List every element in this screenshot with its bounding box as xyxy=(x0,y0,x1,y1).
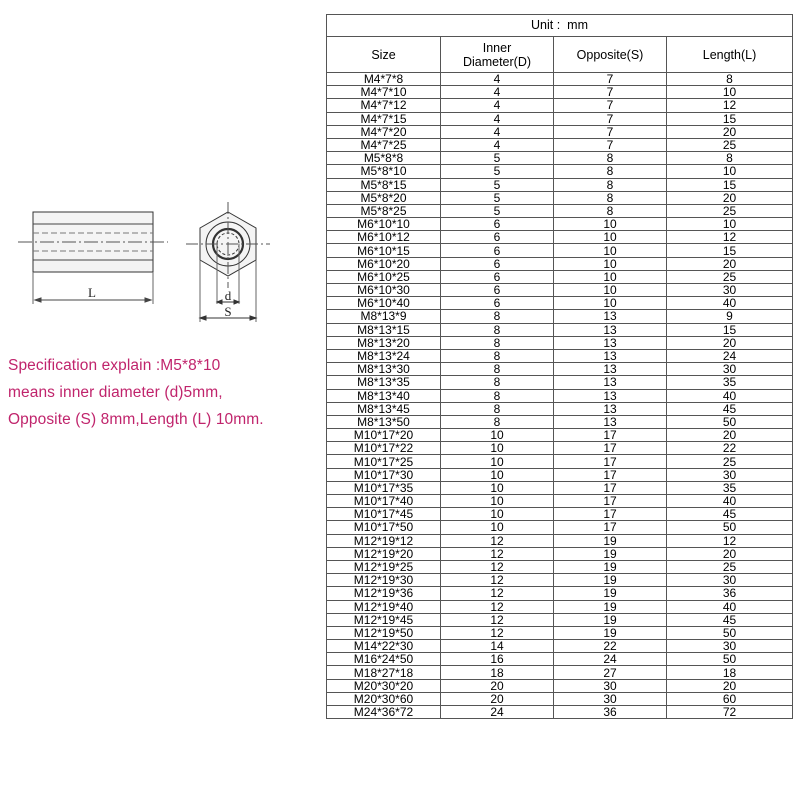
inner-diameter-cell: 8 xyxy=(441,389,554,402)
opposite-cell: 10 xyxy=(554,244,667,257)
opposite-cell: 8 xyxy=(554,178,667,191)
header-length: Length(L) xyxy=(667,37,793,73)
length-cell: 50 xyxy=(667,653,793,666)
inner-diameter-cell: 12 xyxy=(441,574,554,587)
table-row xyxy=(327,99,793,112)
opposite-cell: 13 xyxy=(554,349,667,362)
inner-diameter-cell: 4 xyxy=(441,86,554,99)
header-inner-diameter-text: Inner Diameter(D) xyxy=(462,40,532,69)
table-row xyxy=(327,73,793,86)
inner-diameter-cell: 6 xyxy=(441,297,554,310)
table-row xyxy=(327,402,793,415)
inner-diameter-cell: 12 xyxy=(441,587,554,600)
size-cell: M10*17*50 xyxy=(327,521,441,534)
hex-coupling-nut-drawing xyxy=(0,200,330,330)
table-row xyxy=(327,468,793,481)
inner-diameter-cell: 6 xyxy=(441,244,554,257)
table-row xyxy=(327,165,793,178)
table-row xyxy=(327,191,793,204)
size-cell: M12*19*50 xyxy=(327,626,441,639)
length-cell: 25 xyxy=(667,455,793,468)
size-cell: M12*19*36 xyxy=(327,587,441,600)
table-row xyxy=(327,138,793,151)
inner-diameter-cell: 18 xyxy=(441,666,554,679)
table-row xyxy=(327,270,793,283)
table-row xyxy=(327,560,793,573)
header-inner-diameter xyxy=(441,37,554,73)
opposite-cell: 13 xyxy=(554,389,667,402)
table-row xyxy=(327,415,793,428)
table-row xyxy=(327,692,793,705)
table-row xyxy=(327,218,793,231)
length-cell: 12 xyxy=(667,534,793,547)
size-cell: M8*13*50 xyxy=(327,415,441,428)
size-cell: M10*17*20 xyxy=(327,429,441,442)
inner-diameter-cell: 10 xyxy=(441,468,554,481)
opposite-cell: 19 xyxy=(554,613,667,626)
table-row xyxy=(327,679,793,692)
length-cell: 40 xyxy=(667,297,793,310)
size-cell: M6*10*20 xyxy=(327,257,441,270)
size-cell: M12*19*40 xyxy=(327,600,441,613)
size-cell: M6*10*30 xyxy=(327,284,441,297)
length-cell: 25 xyxy=(667,270,793,283)
table-row xyxy=(327,574,793,587)
inner-diameter-cell: 12 xyxy=(441,560,554,573)
size-cell: M8*13*45 xyxy=(327,402,441,415)
opposite-cell: 17 xyxy=(554,521,667,534)
opposite-cell: 13 xyxy=(554,402,667,415)
table-row xyxy=(327,376,793,389)
length-cell: 10 xyxy=(667,165,793,178)
table-row xyxy=(327,310,793,323)
inner-diameter-cell: 8 xyxy=(441,402,554,415)
opposite-cell: 27 xyxy=(554,666,667,679)
header-size: Size xyxy=(327,37,441,73)
size-cell: M6*10*15 xyxy=(327,244,441,257)
table-row xyxy=(327,112,793,125)
opposite-cell: 7 xyxy=(554,138,667,151)
size-cell: M5*8*20 xyxy=(327,191,441,204)
opposite-dimension-label: S xyxy=(224,304,232,319)
opposite-cell: 17 xyxy=(554,442,667,455)
length-cell: 22 xyxy=(667,442,793,455)
inner-diameter-cell: 10 xyxy=(441,481,554,494)
length-cell: 25 xyxy=(667,138,793,151)
length-cell: 20 xyxy=(667,191,793,204)
opposite-cell: 19 xyxy=(554,547,667,560)
inner-diameter-cell: 4 xyxy=(441,125,554,138)
length-cell: 20 xyxy=(667,257,793,270)
length-cell: 36 xyxy=(667,587,793,600)
length-cell: 12 xyxy=(667,99,793,112)
opposite-cell: 10 xyxy=(554,270,667,283)
inner-diameter-cell: 8 xyxy=(441,323,554,336)
opposite-cell: 19 xyxy=(554,626,667,639)
length-cell: 45 xyxy=(667,508,793,521)
length-cell: 20 xyxy=(667,336,793,349)
size-cell: M6*10*40 xyxy=(327,297,441,310)
inner-diameter-cell: 6 xyxy=(441,218,554,231)
length-cell: 50 xyxy=(667,415,793,428)
size-cell: M5*8*25 xyxy=(327,204,441,217)
size-cell: M10*17*22 xyxy=(327,442,441,455)
length-cell: 15 xyxy=(667,323,793,336)
length-cell: 20 xyxy=(667,429,793,442)
opposite-cell: 8 xyxy=(554,191,667,204)
size-cell: M16*24*50 xyxy=(327,653,441,666)
opposite-cell: 17 xyxy=(554,468,667,481)
length-cell: 15 xyxy=(667,112,793,125)
size-cell: M8*13*15 xyxy=(327,323,441,336)
size-cell: M5*8*8 xyxy=(327,152,441,165)
size-cell: M4*7*10 xyxy=(327,86,441,99)
length-cell: 72 xyxy=(667,706,793,719)
inner-diameter-cell: 8 xyxy=(441,336,554,349)
table-row xyxy=(327,521,793,534)
opposite-cell: 30 xyxy=(554,679,667,692)
opposite-cell: 19 xyxy=(554,560,667,573)
table-row xyxy=(327,336,793,349)
table-row xyxy=(327,547,793,560)
opposite-cell: 17 xyxy=(554,429,667,442)
size-cell: M6*10*10 xyxy=(327,218,441,231)
inner-diameter-cell: 12 xyxy=(441,600,554,613)
size-cell: M4*7*15 xyxy=(327,112,441,125)
inner-diameter-cell: 4 xyxy=(441,112,554,125)
size-cell: M4*7*20 xyxy=(327,125,441,138)
size-cell: M18*27*18 xyxy=(327,666,441,679)
table-row xyxy=(327,363,793,376)
inner-diameter-cell: 5 xyxy=(441,165,554,178)
length-cell: 12 xyxy=(667,231,793,244)
length-cell: 35 xyxy=(667,481,793,494)
inner-diameter-cell: 12 xyxy=(441,547,554,560)
inner-diameter-cell: 12 xyxy=(441,613,554,626)
inner-diameter-cell: 6 xyxy=(441,284,554,297)
inner-diameter-cell: 8 xyxy=(441,415,554,428)
inner-diameter-cell: 16 xyxy=(441,653,554,666)
inner-diameter-cell: 10 xyxy=(441,495,554,508)
length-cell: 25 xyxy=(667,204,793,217)
table-row xyxy=(327,613,793,626)
size-cell: M10*17*30 xyxy=(327,468,441,481)
table-row xyxy=(327,481,793,494)
opposite-cell: 17 xyxy=(554,508,667,521)
length-cell: 20 xyxy=(667,547,793,560)
size-cell: M20*30*60 xyxy=(327,692,441,705)
explanation-line-1: Specification explain :M5*8*10 xyxy=(8,357,221,374)
size-cell: M8*13*24 xyxy=(327,349,441,362)
opposite-cell: 13 xyxy=(554,336,667,349)
size-cell: M4*7*12 xyxy=(327,99,441,112)
size-cell: M4*7*25 xyxy=(327,138,441,151)
length-cell: 40 xyxy=(667,600,793,613)
inner-diameter-cell: 6 xyxy=(441,270,554,283)
inner-diameter-cell: 8 xyxy=(441,363,554,376)
opposite-cell: 24 xyxy=(554,653,667,666)
inner-diameter-cell: 10 xyxy=(441,455,554,468)
size-cell: M10*17*40 xyxy=(327,495,441,508)
inner-diameter-cell: 10 xyxy=(441,508,554,521)
opposite-cell: 13 xyxy=(554,415,667,428)
length-cell: 30 xyxy=(667,468,793,481)
table-row xyxy=(327,231,793,244)
length-cell: 50 xyxy=(667,521,793,534)
table-row xyxy=(327,706,793,719)
length-cell: 24 xyxy=(667,349,793,362)
length-cell: 20 xyxy=(667,125,793,138)
table-row xyxy=(327,244,793,257)
table-row xyxy=(327,297,793,310)
opposite-cell: 8 xyxy=(554,165,667,178)
opposite-cell: 19 xyxy=(554,574,667,587)
size-specification-table xyxy=(326,14,793,719)
inner-diameter-cell: 5 xyxy=(441,191,554,204)
explanation-line-2: means inner diameter (d)5mm, xyxy=(8,384,223,401)
size-cell: M8*13*40 xyxy=(327,389,441,402)
length-cell: 50 xyxy=(667,626,793,639)
table-row xyxy=(327,86,793,99)
unit-label: Unit : mm xyxy=(327,15,793,37)
inner-diameter-cell: 5 xyxy=(441,204,554,217)
opposite-cell: 22 xyxy=(554,640,667,653)
length-cell: 9 xyxy=(667,310,793,323)
opposite-cell: 8 xyxy=(554,152,667,165)
length-cell: 8 xyxy=(667,152,793,165)
inner-diameter-cell: 5 xyxy=(441,178,554,191)
opposite-cell: 10 xyxy=(554,297,667,310)
header-opposite: Opposite(S) xyxy=(554,37,667,73)
length-cell: 10 xyxy=(667,218,793,231)
inner-diameter-cell: 14 xyxy=(441,640,554,653)
length-cell: 35 xyxy=(667,376,793,389)
length-cell: 18 xyxy=(667,666,793,679)
inner-diameter-cell: 5 xyxy=(441,152,554,165)
opposite-cell: 17 xyxy=(554,455,667,468)
length-cell: 40 xyxy=(667,495,793,508)
table-row xyxy=(327,257,793,270)
size-cell: M4*7*8 xyxy=(327,73,441,86)
inner-diameter-cell: 12 xyxy=(441,534,554,547)
table-row xyxy=(327,600,793,613)
length-cell: 15 xyxy=(667,244,793,257)
size-cell: M12*19*12 xyxy=(327,534,441,547)
opposite-cell: 19 xyxy=(554,587,667,600)
specification-explanation xyxy=(8,352,326,433)
table-row xyxy=(327,389,793,402)
table-row xyxy=(327,442,793,455)
size-cell: M10*17*45 xyxy=(327,508,441,521)
size-cell: M6*10*12 xyxy=(327,231,441,244)
length-cell: 10 xyxy=(667,86,793,99)
opposite-cell: 13 xyxy=(554,376,667,389)
inner-diameter-cell: 8 xyxy=(441,310,554,323)
size-cell: M8*13*35 xyxy=(327,376,441,389)
inner-diameter-cell: 4 xyxy=(441,99,554,112)
length-cell: 30 xyxy=(667,574,793,587)
opposite-cell: 7 xyxy=(554,112,667,125)
size-cell: M8*13*9 xyxy=(327,310,441,323)
opposite-cell: 30 xyxy=(554,692,667,705)
table-row xyxy=(327,349,793,362)
inner-diameter-cell: 10 xyxy=(441,442,554,455)
opposite-cell: 13 xyxy=(554,323,667,336)
length-cell: 8 xyxy=(667,73,793,86)
opposite-cell: 10 xyxy=(554,218,667,231)
length-cell: 25 xyxy=(667,560,793,573)
inner-diameter-cell: 8 xyxy=(441,349,554,362)
opposite-cell: 17 xyxy=(554,481,667,494)
table-row xyxy=(327,626,793,639)
opposite-cell: 7 xyxy=(554,86,667,99)
table-row xyxy=(327,587,793,600)
opposite-cell: 7 xyxy=(554,73,667,86)
table-row xyxy=(327,640,793,653)
table-row xyxy=(327,323,793,336)
size-cell: M20*30*20 xyxy=(327,679,441,692)
inner-diameter-cell: 4 xyxy=(441,138,554,151)
size-cell: M5*8*10 xyxy=(327,165,441,178)
size-cell: M8*13*30 xyxy=(327,363,441,376)
size-cell: M10*17*25 xyxy=(327,455,441,468)
length-cell: 60 xyxy=(667,692,793,705)
opposite-cell: 13 xyxy=(554,310,667,323)
size-cell: M14*22*30 xyxy=(327,640,441,653)
table-row xyxy=(327,653,793,666)
table-row xyxy=(327,429,793,442)
opposite-cell: 36 xyxy=(554,706,667,719)
inner-diameter-cell: 24 xyxy=(441,706,554,719)
table-row xyxy=(327,666,793,679)
inner-diameter-cell: 8 xyxy=(441,376,554,389)
table-row xyxy=(327,284,793,297)
size-cell: M8*13*20 xyxy=(327,336,441,349)
opposite-cell: 10 xyxy=(554,284,667,297)
table-row xyxy=(327,455,793,468)
table-row xyxy=(327,178,793,191)
length-cell: 45 xyxy=(667,402,793,415)
length-cell: 40 xyxy=(667,389,793,402)
inner-diameter-cell: 10 xyxy=(441,521,554,534)
inner-diameter-label: d xyxy=(224,288,232,303)
opposite-cell: 7 xyxy=(554,125,667,138)
size-cell: M10*17*35 xyxy=(327,481,441,494)
opposite-cell: 10 xyxy=(554,257,667,270)
size-cell: M12*19*25 xyxy=(327,560,441,573)
size-cell: M6*10*25 xyxy=(327,270,441,283)
explanation-line-3: Opposite (S) 8mm,Length (L) 10mm. xyxy=(8,411,264,428)
table-row xyxy=(327,204,793,217)
opposite-cell: 7 xyxy=(554,99,667,112)
inner-diameter-cell: 12 xyxy=(441,626,554,639)
length-cell: 20 xyxy=(667,679,793,692)
length-dimension-label: L xyxy=(88,285,96,300)
size-cell: M12*19*45 xyxy=(327,613,441,626)
opposite-cell: 17 xyxy=(554,495,667,508)
opposite-cell: 19 xyxy=(554,600,667,613)
opposite-cell: 8 xyxy=(554,204,667,217)
inner-diameter-cell: 6 xyxy=(441,257,554,270)
length-cell: 30 xyxy=(667,284,793,297)
inner-diameter-cell: 20 xyxy=(441,692,554,705)
size-cell: M12*19*30 xyxy=(327,574,441,587)
length-cell: 30 xyxy=(667,363,793,376)
opposite-cell: 19 xyxy=(554,534,667,547)
opposite-cell: 13 xyxy=(554,363,667,376)
size-cell: M12*19*20 xyxy=(327,547,441,560)
inner-diameter-cell: 6 xyxy=(441,231,554,244)
table-row xyxy=(327,125,793,138)
table-row xyxy=(327,508,793,521)
table-row xyxy=(327,534,793,547)
length-cell: 15 xyxy=(667,178,793,191)
inner-diameter-cell: 4 xyxy=(441,73,554,86)
inner-diameter-cell: 10 xyxy=(441,429,554,442)
table-body xyxy=(327,73,793,719)
table-row xyxy=(327,152,793,165)
inner-diameter-cell: 20 xyxy=(441,679,554,692)
length-cell: 45 xyxy=(667,613,793,626)
size-cell: M5*8*15 xyxy=(327,178,441,191)
opposite-cell: 10 xyxy=(554,231,667,244)
table-row xyxy=(327,495,793,508)
length-cell: 30 xyxy=(667,640,793,653)
size-cell: M24*36*72 xyxy=(327,706,441,719)
